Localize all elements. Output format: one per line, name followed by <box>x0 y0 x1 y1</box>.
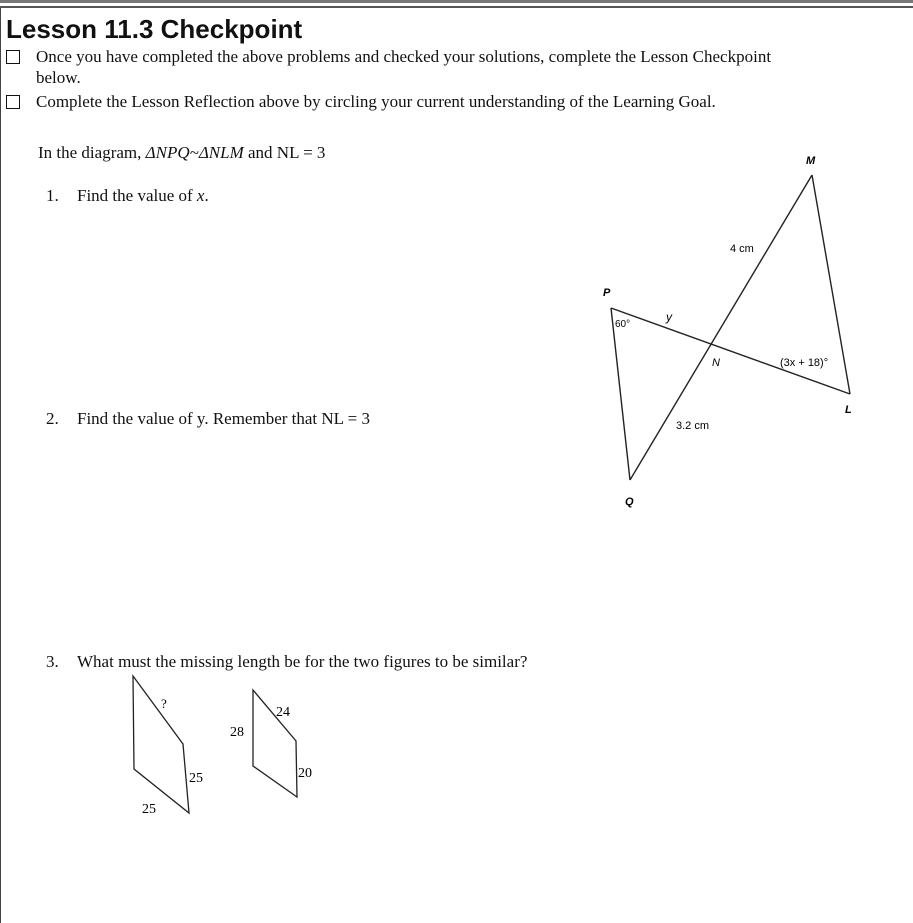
triangle-npq-left-side <box>611 308 630 480</box>
question-1-var: x <box>196 186 205 205</box>
right-quad-top-label: 24 <box>276 705 290 720</box>
label-q: Q <box>625 496 634 508</box>
page-title: Lesson 11.3 Checkpoint <box>6 14 303 44</box>
left-quad-bottom-label: 25 <box>142 802 156 817</box>
question-1-prefix: Find the value of <box>77 186 197 205</box>
side-mn-label: 4 cm <box>730 243 754 255</box>
segment-q-m <box>630 175 812 480</box>
left-quad-right-label: 25 <box>189 771 203 786</box>
question-1-suffix: . <box>204 186 209 205</box>
right-quad-bottom-label: 20 <box>298 766 312 781</box>
angle-p-label: 60° <box>615 319 631 330</box>
intro-similarity: ΔNPQ~ΔNLM <box>145 143 244 162</box>
question-number: 3. <box>46 652 59 671</box>
segment-p-l <box>611 308 850 394</box>
question-number: 1. <box>46 186 59 205</box>
question-text: Find the value of y. Remember that NL = 3 <box>77 409 371 428</box>
checklist-item-2-line1: Complete the Lesson Reflection above by circling your current understanding of the Learning Goal. <box>36 92 716 111</box>
right-quadrilateral <box>253 690 297 797</box>
intro-prefix: In the diagram, <box>38 143 146 162</box>
label-l: L <box>845 404 852 416</box>
angle-l-label: (3x + 18)° <box>780 357 829 369</box>
side-nq-label: 3.2 cm <box>676 420 710 432</box>
question-text: What must the missing length be for the two figures to be similar? <box>77 652 528 671</box>
label-n: N <box>712 357 720 369</box>
right-quad-left-label: 28 <box>230 725 244 740</box>
intro-suffix: and NL = 3 <box>243 143 326 162</box>
label-p: P <box>603 287 611 299</box>
checklist-item-1-line2: below. <box>36 68 81 87</box>
question-number: 2. <box>46 409 59 428</box>
side-y-label: y <box>666 310 672 324</box>
checklist-item-1-line1: Once you have completed the above problems and checked your solutions, complete the Lesson Checkpoint <box>36 47 772 66</box>
label-m: M <box>806 155 816 167</box>
left-quad-top-label: ? <box>161 696 167 711</box>
